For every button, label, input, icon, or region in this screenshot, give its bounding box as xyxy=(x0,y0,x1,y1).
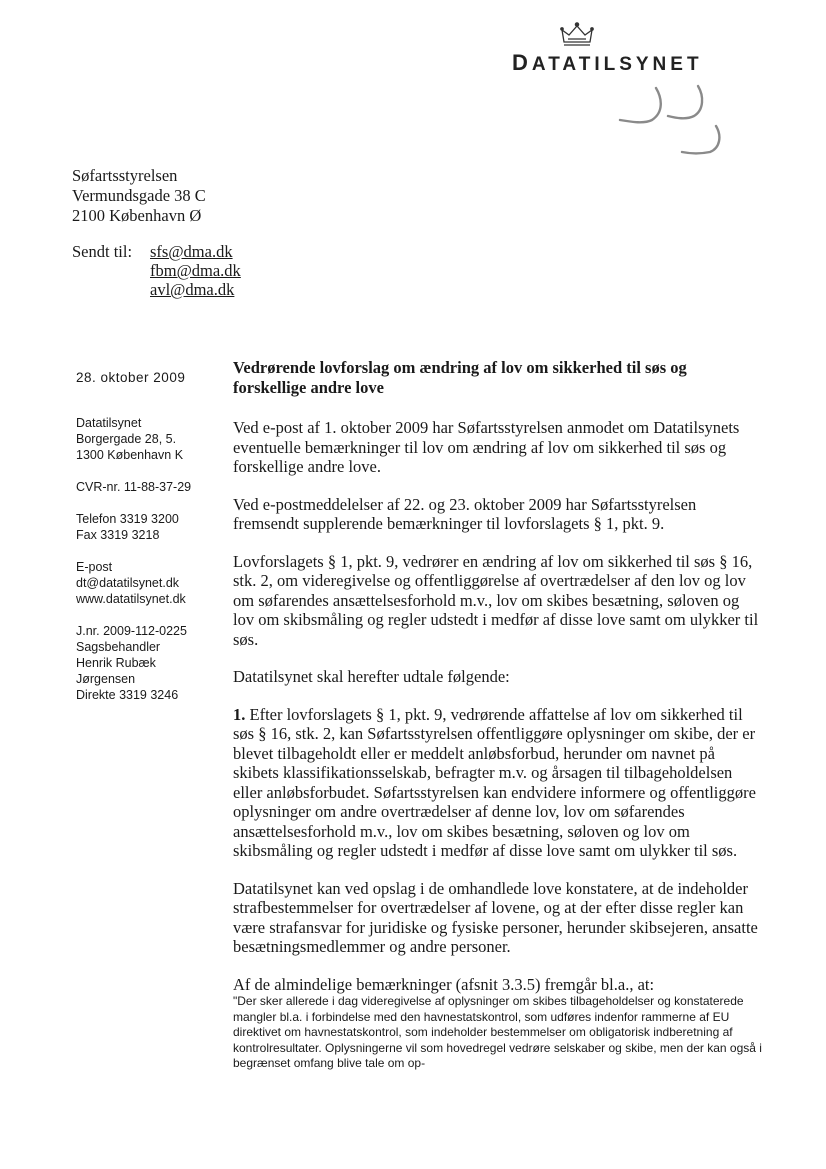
sender-org: Datatilsynet xyxy=(76,416,142,430)
sent-to-label: Sendt til: xyxy=(72,242,133,261)
letter-date: 28. oktober 2009 xyxy=(76,370,186,385)
paragraph-3: Lovforslagets § 1, pkt. 9, vedrører en ændring af lov om sikkerhed til søs § 16, stk. 2, om videregivelse og offentliggørelse af overtrædelser af den lov og lov om søfarendes ansættelsesforhold m.v., lov om skibes besætning, søloven og lov om skibsmåling og regler udstedt i medfør af disse love samt om ulykker til søs. xyxy=(233,551,759,649)
email-link-sfs[interactable]: sfs@dma.dk xyxy=(150,242,233,261)
sender-cvr: CVR-nr. 11-88-37-29 xyxy=(76,480,192,494)
paragraph-6: Datatilsynet kan ved opslag i de omhandlede love konstatere, at de indeholder strafbestemmelser for overtrædelser af lovene, og at der efter disse regler kan være strafansvar for juridiske og fysiske personer, herunder skibsejeren, ansatte besætningsmedlemmer og andre personer. xyxy=(233,878,758,956)
case-handler-name-cont: Jørgensen xyxy=(76,672,136,686)
brand-wordmark: DATATILSYNET xyxy=(512,50,703,75)
email-link-fbm[interactable]: fbm@dma.dk xyxy=(150,261,241,280)
sender-email[interactable]: dt@datatilsynet.dk xyxy=(76,576,180,590)
paragraph-5 xyxy=(233,705,763,861)
paragraph-5-number: 1. xyxy=(233,704,246,724)
quoted-remarks: "Der sker allerede i dag videregivelse af oplysninger om skibes tilbageholdelser og konstaterede mangler bl.a. i forbindelse med den havnestatskontrol, som udføres indenfor rammerne af EU direktivet om havnestatskontrol, som indeholder bestemmelser om obligatorisk indberetning af kontrolresultater. Oplysningerne vil som hovedregel vedrøre selskaber og skibe, men der kan også i begrænset omfang blive tale om op- xyxy=(233,994,762,1070)
letter-body xyxy=(233,358,763,1072)
sender-website[interactable]: www.datatilsynet.dk xyxy=(76,592,186,606)
recipient-address xyxy=(72,166,206,226)
paragraph-2: Ved e-postmeddelelser af 22. og 23. oktober 2009 har Søfartsstyrelsen fremsendt supplerende bemærkninger til lovforslagets § 1, pkt. 9. xyxy=(233,494,697,533)
recipient-city: 2100 København Ø xyxy=(72,206,202,225)
paragraph-1: Ved e-post af 1. oktober 2009 har Søfartsstyrelsen anmodet om Datatilsynets eventuelle bemærkninger til lov om ændring af lov om sikkerhed til søs og forskellige andre love. xyxy=(233,418,740,476)
sender-email-label: E-post xyxy=(76,560,113,574)
paragraph-5-text: Efter lovforslagets § 1, pkt. 9, vedrørende affattelse af lov om sikkerhed til søs § 16, stk. 2, kan Søfartsstyrelsen offentliggøre oplysninger om skibe, der er blevet tilbageholdt eller er meddelt anløbsforbud, herunder om navnet på skibets klassifikationsselskab, befragter m.v. og årsagen til tilbageholdelsen eller anløbsforbudet. Søfartsstyrelsen kan endvidere informere og offentliggøre oplysninger om andre overtrædelser af denne lov, lov om søfarendes ansættelsesforhold m.v., lov om skibes besætning, søloven og lov om skibsmåling og regler udstedt i medfør af disse love samt om ulykker til søs. xyxy=(233,704,756,860)
sender-phone: Telefon 3319 3200 xyxy=(76,512,179,526)
case-handler-name: Henrik Rubæk xyxy=(76,656,156,670)
direct-phone: Direkte 3319 3246 xyxy=(76,688,179,702)
sender-street: Borgergade 28, 5. xyxy=(76,432,177,446)
sender-fax: Fax 3319 3218 xyxy=(76,528,160,542)
letter-subject: Vedrørende lovforslag om ændring af lov om sikkerhed til søs og forskellige andre love xyxy=(233,358,687,397)
case-handler-label: Sagsbehandler xyxy=(76,640,161,654)
paragraph-4: Datatilsynet skal herefter udtale følgende: xyxy=(233,667,510,686)
sender-city: 1300 København K xyxy=(76,448,184,462)
recipient-name: Søfartsstyrelsen xyxy=(72,166,178,185)
email-link-avl[interactable]: avl@dma.dk xyxy=(150,280,235,299)
handwritten-marks-icon xyxy=(612,82,732,162)
journal-number: J.nr. 2009-112-0225 xyxy=(76,624,187,638)
crown-logo-icon xyxy=(560,22,594,48)
paragraph-7: Af de almindelige bemærkninger (afsnit 3.3.5) fremgår bl.a., at: xyxy=(233,974,655,994)
recipient-street: Vermundsgade 38 C xyxy=(72,186,206,205)
sender-sidebar xyxy=(76,370,226,703)
